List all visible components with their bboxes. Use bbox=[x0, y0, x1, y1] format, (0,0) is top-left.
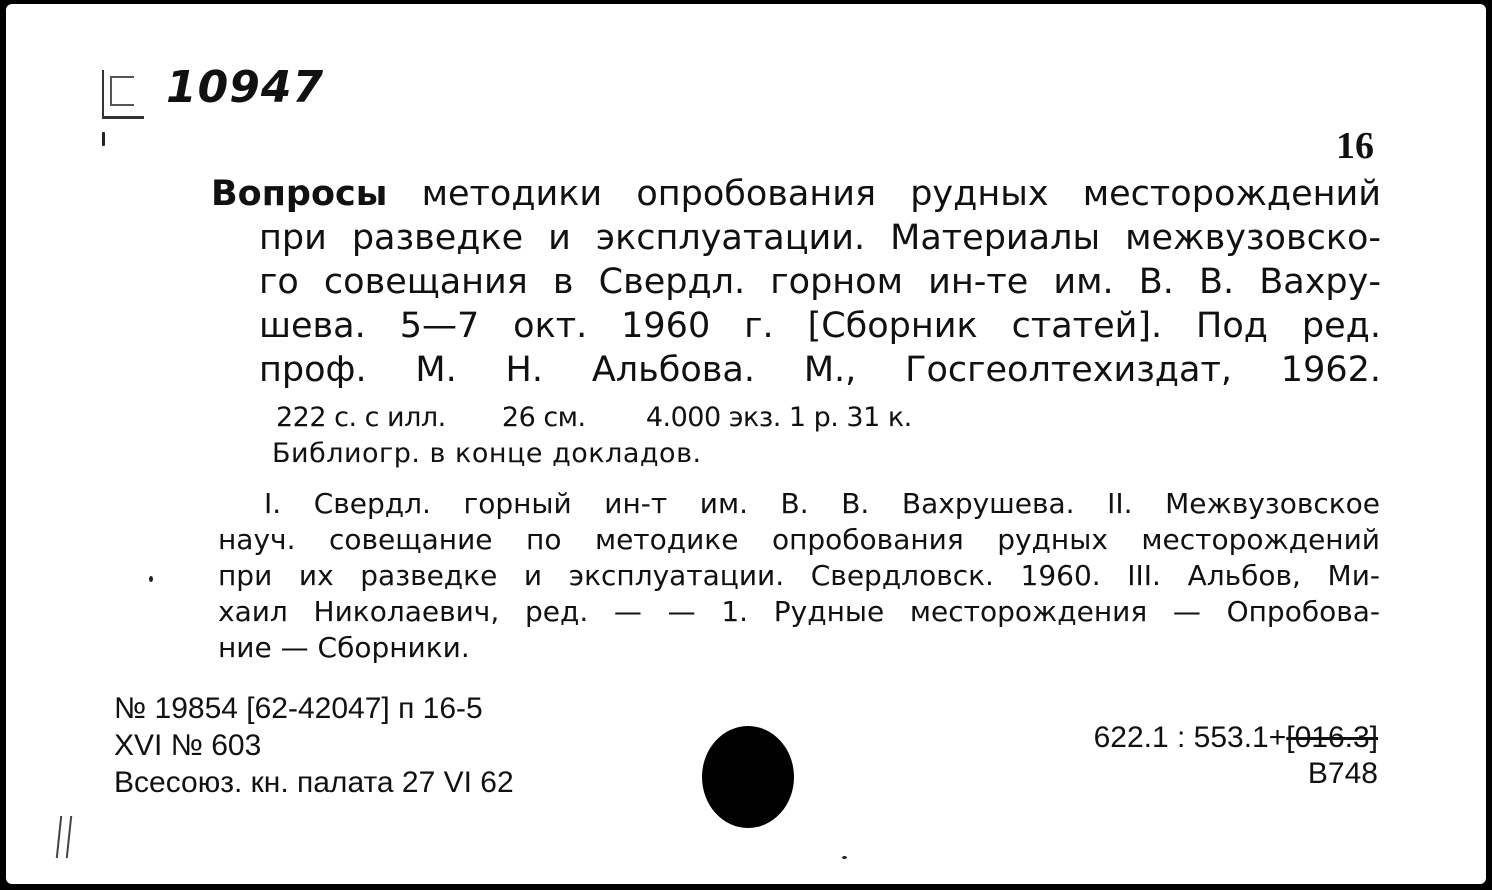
tracing-line-5: ние — Сборники. bbox=[218, 631, 470, 664]
collation-line bbox=[276, 402, 912, 433]
udc-classification bbox=[1094, 720, 1378, 756]
footer-left bbox=[114, 690, 514, 801]
stamp-mark bbox=[102, 70, 144, 119]
tracing-line-3: при их разведке и эксплуатации. Свердловск. 1960. III. Альбов, Ми- bbox=[218, 559, 1380, 592]
accession-number: 10947 bbox=[166, 62, 325, 113]
collation-size: 26 см. bbox=[501, 402, 586, 433]
udc-struck: [016.3] bbox=[1286, 721, 1378, 754]
catalog-card bbox=[6, 4, 1486, 884]
speck bbox=[149, 576, 153, 582]
description-line-3: го совещания в Свердл. горном ин-те им. В. В. Вахру- bbox=[259, 262, 1381, 302]
bibliographic-description bbox=[211, 172, 1381, 392]
description-line-2: при разведке и эксплуатации. Материалы межвузовско- bbox=[259, 218, 1381, 258]
collation-edition-price: 4.000 экз. 1 р. 31 к. bbox=[645, 402, 912, 433]
description-line-5: проф. М. Н. Альбова. М., Госгеолтехиздат, 1962. bbox=[259, 350, 1381, 390]
title-lead-word: Вопросы bbox=[211, 174, 388, 214]
bibliography-note: Библиогр. в конце докладов. bbox=[272, 438, 702, 469]
tracing-line-1: I. Свердл. горный ин-т им. В. В. Вахрушева. II. Межвузовское bbox=[264, 487, 1380, 520]
footer-right bbox=[1094, 720, 1378, 792]
order-line: № 19854 [62-42047] п 16-5 bbox=[114, 692, 483, 725]
collation-pages: 222 с. с илл. bbox=[276, 402, 446, 433]
description-line-4: шева. 5—7 окт. 1960 г. [Сборник статей]. Под ред. bbox=[259, 306, 1381, 346]
tracing-line-2: науч. совещание по методике опробования рудных месторождений bbox=[218, 523, 1380, 556]
series-line: XVI № 603 bbox=[114, 729, 262, 762]
speck bbox=[842, 856, 847, 859]
udc-main: 622.1 : 553.1+ bbox=[1093, 721, 1287, 754]
book-chamber-line: Всесоюз. кн. палата 27 VI 62 bbox=[114, 766, 514, 799]
author-mark: В748 bbox=[1307, 757, 1378, 790]
tracings bbox=[218, 486, 1380, 666]
speck bbox=[102, 132, 105, 146]
description-line-1 bbox=[211, 172, 1381, 216]
scratch-mark bbox=[56, 816, 72, 858]
punch-hole bbox=[702, 726, 794, 828]
tracing-line-4: хаил Николаевич, ред. — — 1. Рудные месторождения — Опробова- bbox=[218, 595, 1380, 628]
title-rest: методики опробования рудных месторождений bbox=[387, 174, 1381, 214]
card-number: 16 bbox=[1336, 125, 1374, 167]
